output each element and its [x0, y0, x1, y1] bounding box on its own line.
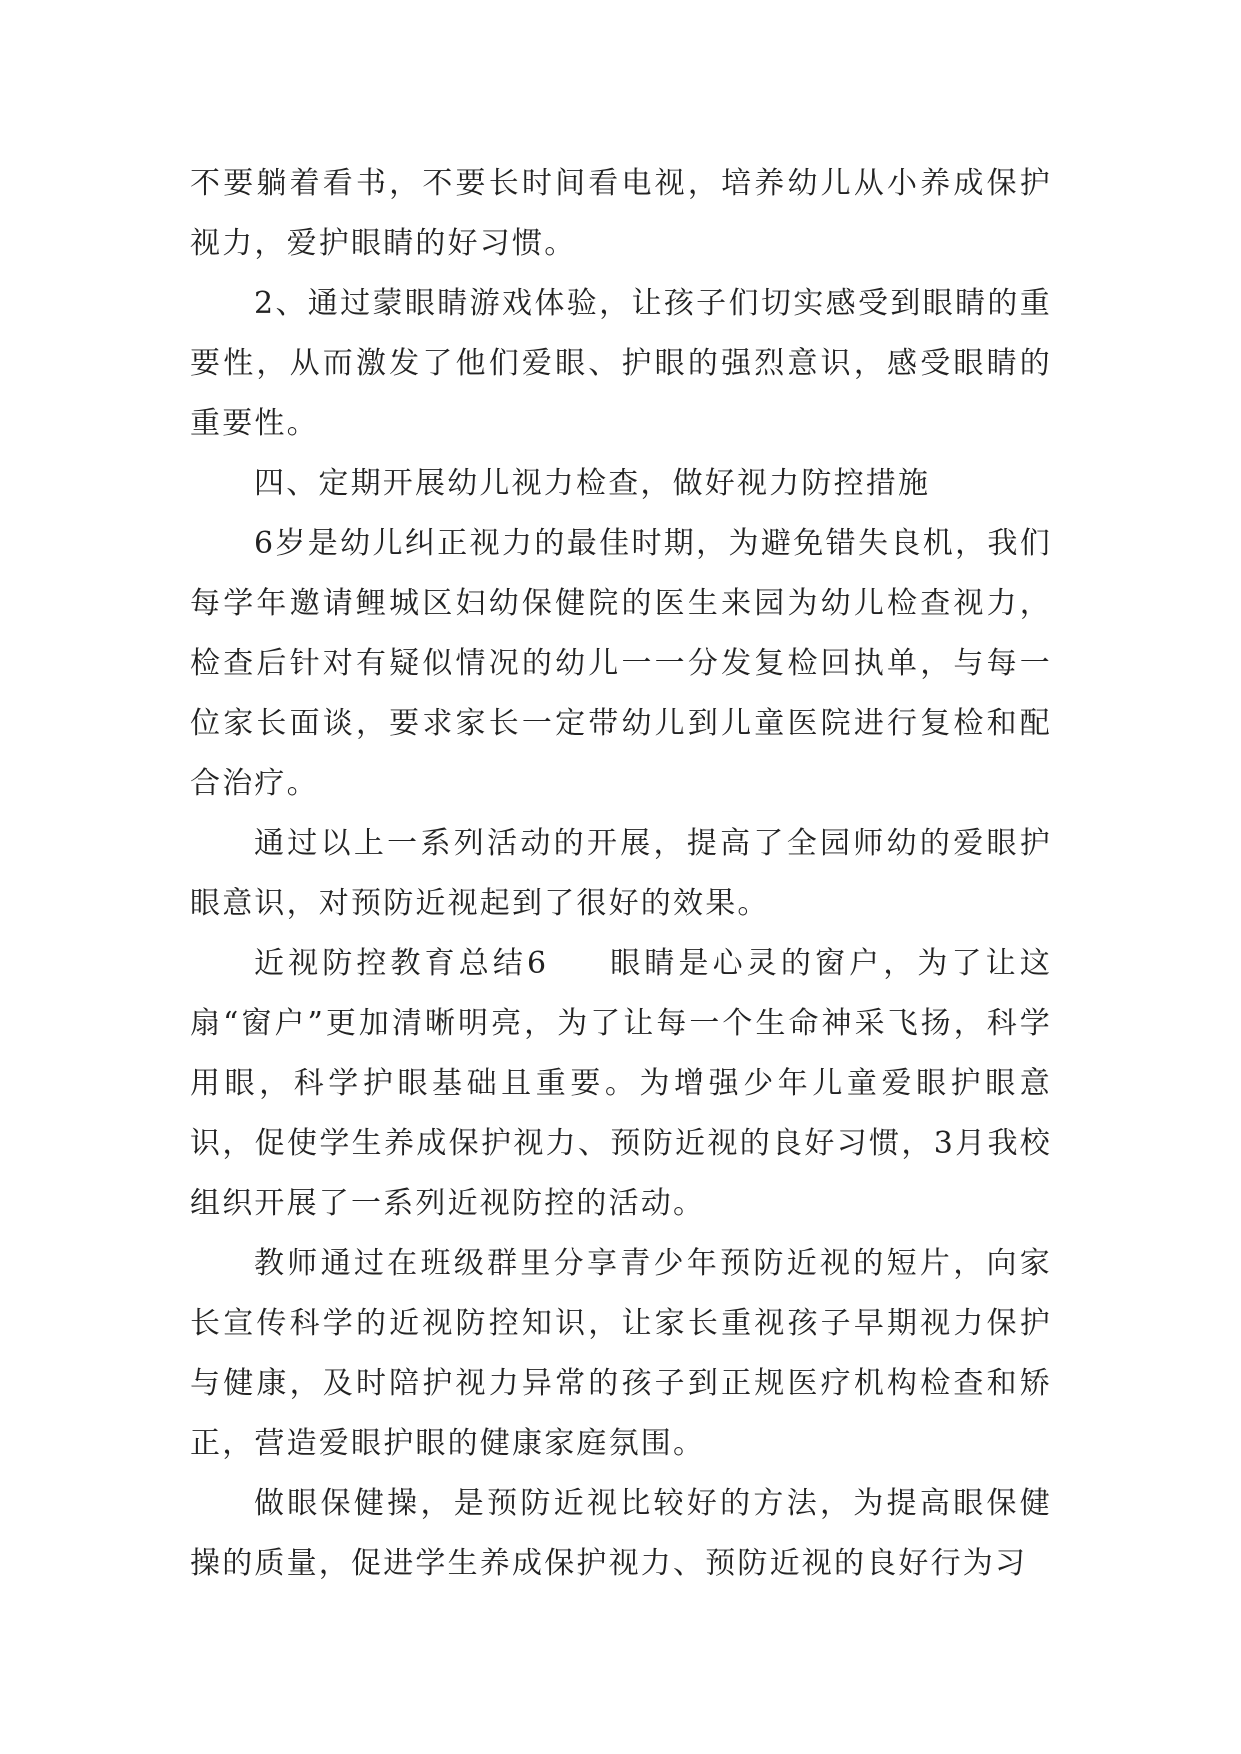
paragraph-5: [190, 934, 1052, 1234]
paragraph-3: 6岁是幼儿纠正视力的最佳时期，为避免错失良机，我们每学年邀请鲤城区妇幼保健院的医生来园为幼儿检查视力，检查后针对有疑似情况的幼儿一一分发复检回执单，与每一位家长面谈，要求家长一定带幼儿到儿童医院进行复检和配合治疗。: [190, 526, 1052, 801]
section-heading-4: 四、定期开展幼儿视力检查，做好视力防控措施: [254, 466, 931, 501]
paragraph-2: 2、通过蒙眼睛游戏体验，让孩子们切实感受到眼睛的重要性，从而激发了他们爱眼、护眼的强烈意识，感受眼睛的重要性。: [190, 286, 1052, 441]
summary-title: 近视防控教育总结6: [254, 946, 549, 981]
document-body: [190, 154, 1052, 1594]
summary-intro-text: 眼睛是心灵的窗户，为了让这扇“窗户”更加清晰明亮，为了让每一个生命神采飞扬，科学用眼，科学护眼基础且重要。为增强少年儿童爱眼护眼意识，促使学生养成保护视力、预防近视的良好习惯，3月我校组织开展了一系列近视防控的活动。: [190, 946, 1052, 1221]
paragraph-7: 做眼保健操，是预防近视比较好的方法，为提高眼保健操的质量，促进学生养成保护视力、预防近视的良好行为习: [190, 1486, 1052, 1581]
paragraph-6: 教师通过在班级群里分享青少年预防近视的短片，向家长宣传科学的近视防控知识，让家长重视孩子早期视力保护与健康，及时陪护视力异常的孩子到正规医疗机构检查和矫正，营造爱眼护眼的健康家庭氛围。: [190, 1246, 1052, 1461]
paragraph-1: 不要躺着看书，不要长时间看电视，培养幼儿从小养成保护视力，爱护眼睛的好习惯。: [190, 166, 1052, 261]
paragraph-4: 通过以上一系列活动的开展，提高了全园师幼的爱眼护眼意识，对预防近视起到了很好的效果。: [190, 826, 1052, 921]
